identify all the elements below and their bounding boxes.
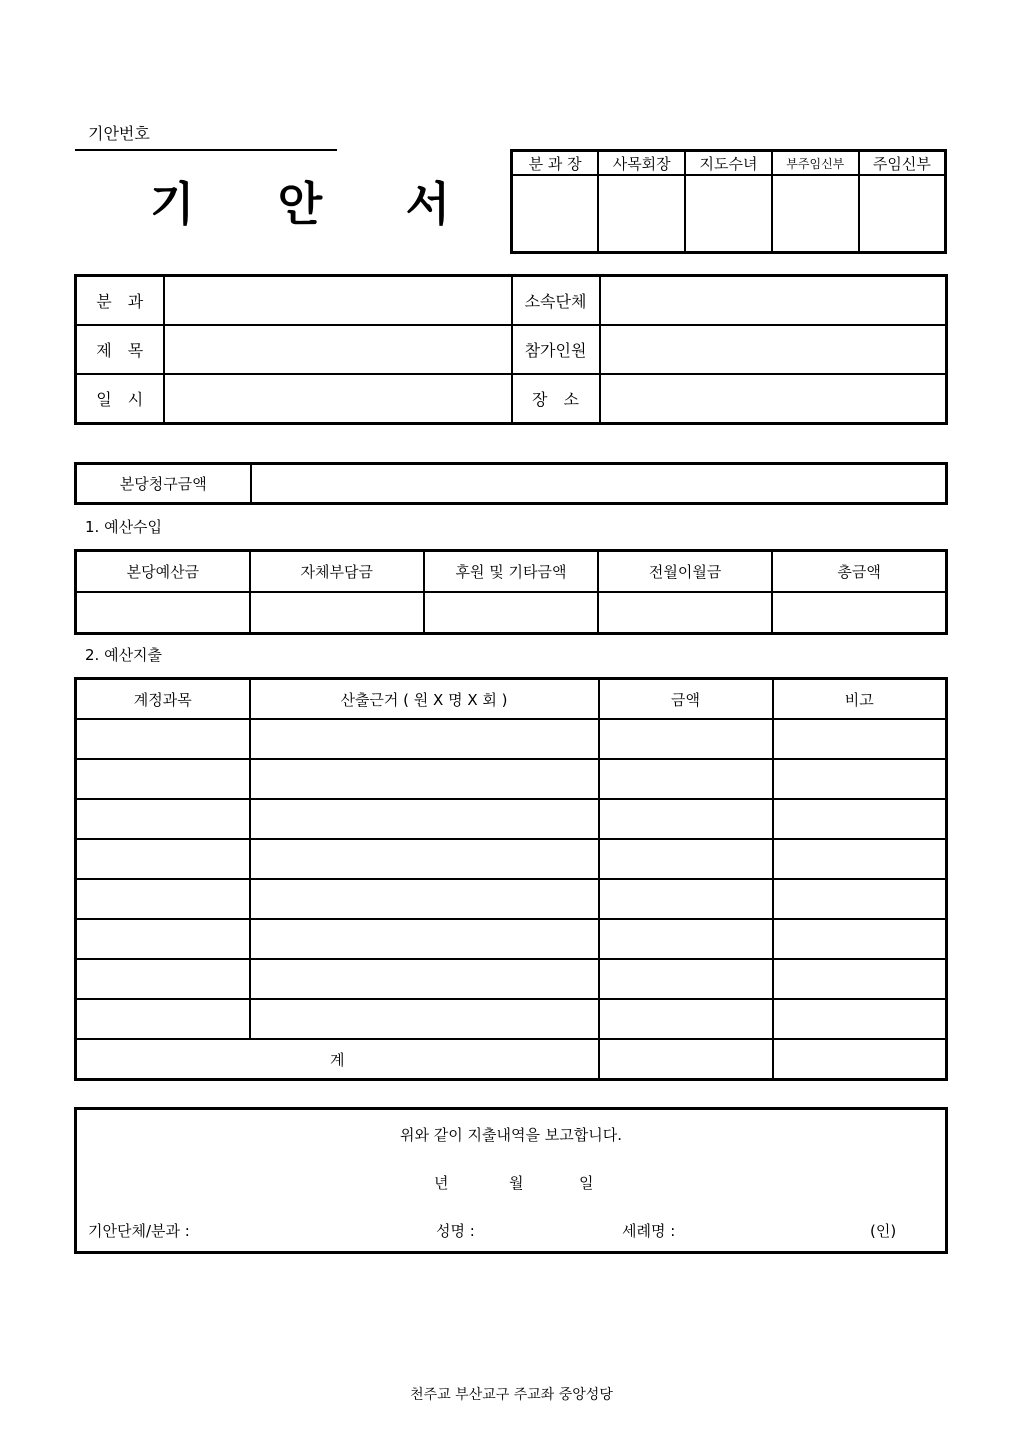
expense-total-note-cell[interactable]	[773, 1039, 947, 1080]
info-label: 분 과	[76, 276, 164, 326]
income-header: 본당예산금	[76, 551, 250, 593]
income-header: 자체부담금	[250, 551, 424, 593]
expense-cell[interactable]	[599, 999, 773, 1039]
info-label: 일 시	[76, 374, 164, 424]
expense-cell[interactable]	[773, 919, 947, 959]
expense-row	[76, 799, 947, 839]
expense-cell[interactable]	[76, 799, 250, 839]
info-label: 참가인원	[512, 325, 600, 374]
expense-cell[interactable]	[773, 879, 947, 919]
expense-cell[interactable]	[76, 759, 250, 799]
approval-header: 주임신부	[859, 151, 946, 176]
expense-cell[interactable]	[76, 839, 250, 879]
info-table	[74, 274, 948, 425]
footer-church-name: 천주교 부산교구 주교좌 중앙성당	[410, 1387, 613, 1403]
income-section-label: 1. 예산수입	[85, 518, 163, 536]
date-month-label: 월	[509, 1174, 524, 1192]
approval-signature-cell[interactable]	[859, 175, 946, 253]
draft-number-label: 기안번호	[88, 124, 150, 143]
expense-cell[interactable]	[599, 719, 773, 759]
approval-header: 지도수녀	[685, 151, 772, 176]
expense-header: 산출근거 ( 원 X 명 X 회 )	[250, 679, 599, 720]
expense-cell[interactable]	[76, 919, 250, 959]
income-value-cell[interactable]	[424, 592, 598, 634]
expense-cell[interactable]	[76, 999, 250, 1039]
info-label: 소속단체	[512, 276, 600, 326]
title-char: 기	[150, 177, 195, 231]
income-value-cell[interactable]	[598, 592, 772, 634]
expense-cell[interactable]	[773, 759, 947, 799]
expense-header: 금액	[599, 679, 773, 720]
expense-section-label: 2. 예산지출	[85, 646, 163, 664]
expense-cell[interactable]	[599, 879, 773, 919]
income-header: 후원 및 기타금액	[424, 551, 598, 593]
info-value-cell[interactable]	[164, 276, 512, 326]
baptismal-name-label: 세례명 :	[622, 1222, 676, 1240]
approval-header: 분 과 장	[512, 151, 599, 176]
expense-row	[76, 839, 947, 879]
expense-cell[interactable]	[773, 839, 947, 879]
expense-cell[interactable]	[773, 799, 947, 839]
expense-cell[interactable]	[599, 959, 773, 999]
income-value-cell[interactable]	[76, 592, 250, 634]
expense-cell[interactable]	[250, 959, 599, 999]
claim-label: 본당청구금액	[76, 464, 251, 504]
income-value-cell[interactable]	[772, 592, 946, 634]
approval-signature-cell[interactable]	[598, 175, 685, 253]
expense-header: 비고	[773, 679, 947, 720]
expense-cell[interactable]	[773, 719, 947, 759]
expense-total-amount-cell[interactable]	[599, 1039, 773, 1080]
date-year-label: 년	[434, 1174, 449, 1192]
expense-cell[interactable]	[250, 919, 599, 959]
approval-signature-cell[interactable]	[772, 175, 859, 253]
info-value-cell[interactable]	[164, 325, 512, 374]
info-value-cell[interactable]	[600, 374, 947, 424]
approval-signature-cell[interactable]	[512, 175, 599, 253]
seal-label: (인)	[870, 1222, 897, 1240]
info-value-cell[interactable]	[600, 325, 947, 374]
info-row	[76, 325, 947, 374]
expense-row	[76, 999, 947, 1039]
approval-header: 사목회장	[598, 151, 685, 176]
expense-table	[74, 677, 948, 1081]
income-table	[74, 549, 948, 635]
report-statement: 위와 같이 지출내역을 보고합니다.	[400, 1126, 622, 1144]
info-value-cell[interactable]	[600, 276, 947, 326]
expense-cell[interactable]	[250, 839, 599, 879]
expense-header: 계정과목	[76, 679, 250, 720]
info-label: 장 소	[512, 374, 600, 424]
expense-cell[interactable]	[773, 959, 947, 999]
expense-cell[interactable]	[76, 719, 250, 759]
expense-row	[76, 919, 947, 959]
claim-table	[74, 462, 948, 505]
expense-cell[interactable]	[250, 999, 599, 1039]
expense-cell[interactable]	[599, 839, 773, 879]
expense-total-label: 계	[76, 1039, 599, 1080]
expense-cell[interactable]	[599, 759, 773, 799]
expense-row	[76, 879, 947, 919]
expense-cell[interactable]	[76, 879, 250, 919]
info-label: 제 목	[76, 325, 164, 374]
name-label: 성명 :	[436, 1222, 475, 1240]
expense-total-row	[76, 1039, 947, 1080]
info-row	[76, 374, 947, 424]
approval-header: 부주임신부	[772, 151, 859, 176]
expense-row	[76, 719, 947, 759]
title-char: 서	[405, 177, 450, 231]
expense-cell[interactable]	[76, 959, 250, 999]
document-title	[150, 168, 450, 234]
claim-value-cell[interactable]	[251, 464, 947, 504]
info-row	[76, 276, 947, 326]
expense-cell[interactable]	[599, 799, 773, 839]
expense-row	[76, 759, 947, 799]
income-header: 전월이월금	[598, 551, 772, 593]
date-day-label: 일	[579, 1174, 594, 1192]
drafting-group-label: 기안단체/분과 :	[88, 1222, 190, 1240]
income-header: 총금액	[772, 551, 946, 593]
expense-cell[interactable]	[599, 919, 773, 959]
expense-cell[interactable]	[773, 999, 947, 1039]
title-char: 안	[277, 177, 323, 231]
expense-row	[76, 959, 947, 999]
expense-cell[interactable]	[250, 879, 599, 919]
expense-cell[interactable]	[250, 759, 599, 799]
draft-number-line	[75, 149, 337, 151]
approval-signature-cell[interactable]	[685, 175, 772, 253]
expense-cell[interactable]	[250, 799, 599, 839]
income-value-cell[interactable]	[250, 592, 424, 634]
info-value-cell[interactable]	[164, 374, 512, 424]
expense-cell[interactable]	[250, 719, 599, 759]
report-box	[74, 1107, 948, 1254]
approval-table	[510, 149, 947, 254]
